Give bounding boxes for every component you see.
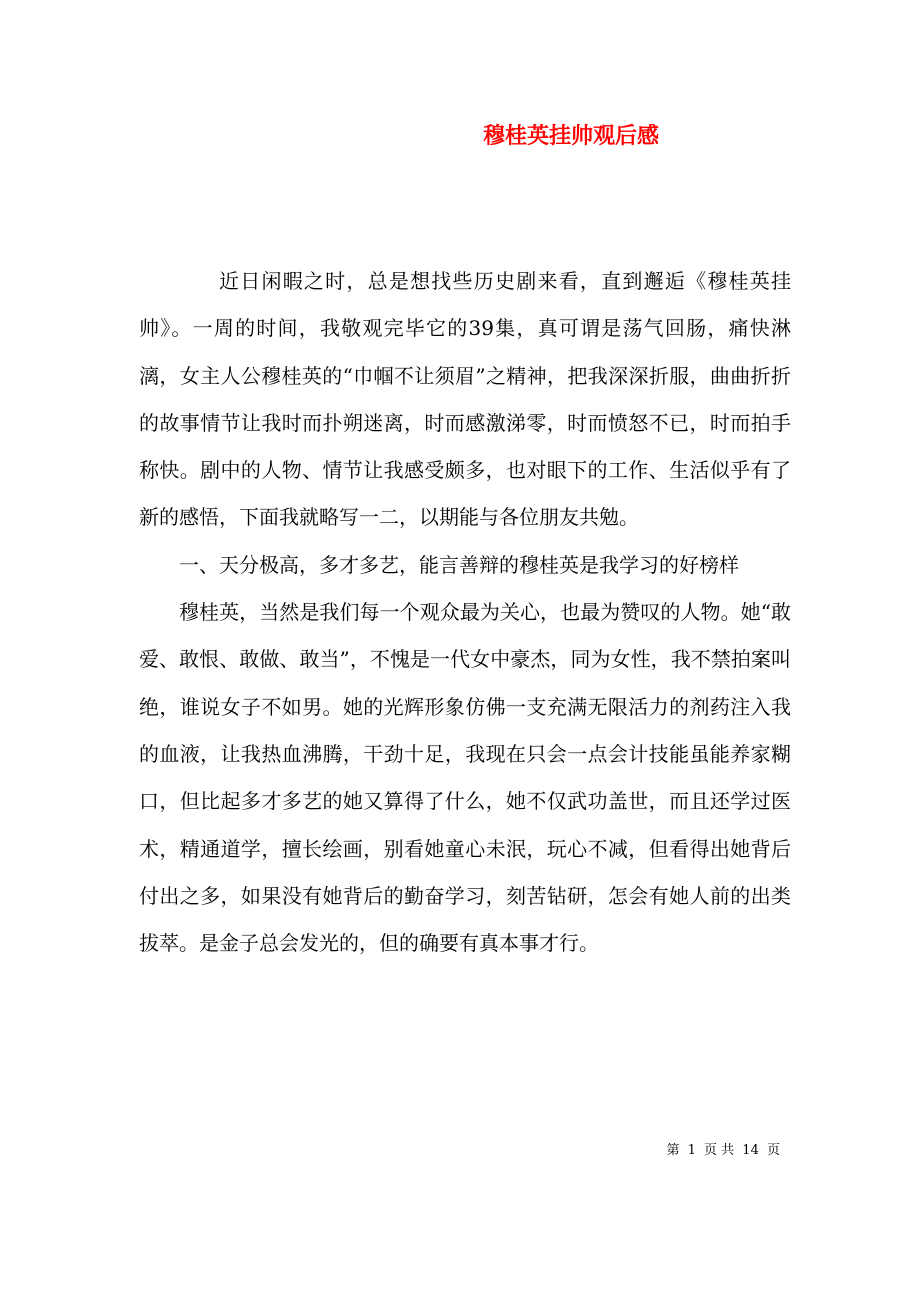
footer-page-number: 1	[687, 1143, 696, 1158]
paragraph-heading-one: 一、天分极高，多才多艺，能言善辩的穆桂英是我学习的好榜样	[179, 552, 739, 577]
footer-total-pages: 14	[742, 1143, 759, 1158]
page-footer	[0, 1140, 780, 1162]
paragraph-intro: 近日闲暇之时，总是想找些历史剧来看，直到邂逅《穆桂英挂帅》。一周的时间，我敬观完毕它的39集，真可谓是荡气回肠，痛快淋漓，女主人公穆桂英的“巾帼不让须眉”之精神，把我深深折服，曲曲折折的故事情节让我时而扑朔迷离，时而感激涕零，时而愤怒不已，时而拍手称快。剧中的人物、情节让我感受颇多，也对眼下的工作、生活似乎有了新的感悟，下面我就略写一二，以期能与各位朋友共勉。	[139, 269, 791, 530]
footer-suffix: 页	[766, 1143, 780, 1158]
footer-prefix: 第	[666, 1143, 680, 1158]
footer-middle: 页 共	[704, 1143, 735, 1158]
paragraph-mu-guiying: 穆桂英，当然是我们每一个观众最为关心，也最为赞叹的人物。她“敢爱、敢恨、敢做、敢当”，不愧是一代女中豪杰，同为女性，我不禁拍案叫绝，谁说女子不如男。她的光辉形象仿佛一支充满无限活力的剂药注入我的血液，让我热血沸腾，干劲十足，我现在只会一点会计技能虽能养家糊口，但比起多才多艺的她又算得了什么，她不仅武功盖世，而且还学过医术，精通道学，擅长绘画，别看她童心未泯，玩心不减，但看得出她背后付出之多，如果没有她背后的勤奋学习，刻苦钻研，怎会有她人前的出类拔萃。是金子总会发光的，但的确要有真本事才行。	[139, 600, 791, 956]
document-body	[139, 258, 791, 967]
document-title: 穆桂英挂帅观后感	[482, 123, 659, 149]
